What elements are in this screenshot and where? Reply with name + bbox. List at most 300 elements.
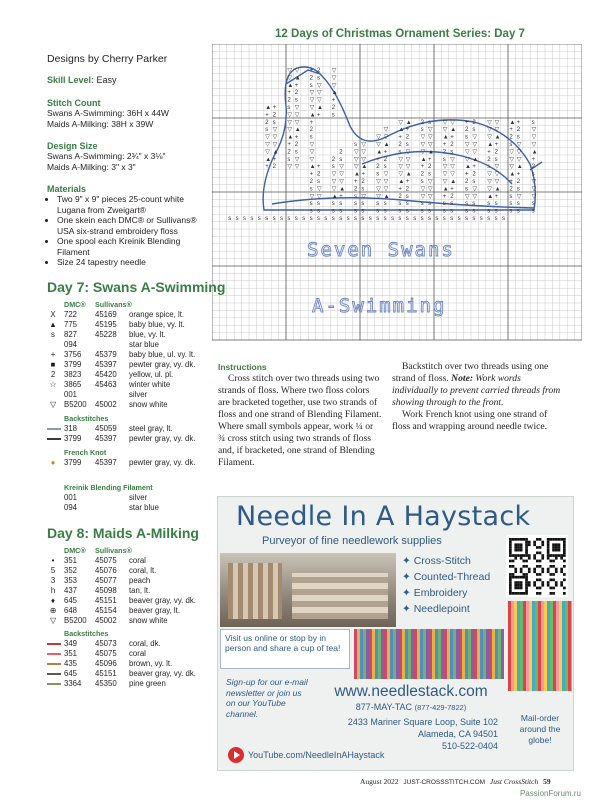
key-sul: 45228 [95,330,117,339]
svg-text:▲: ▲ [442,186,449,193]
day7-title: Day 7: Swans A-Swimming [47,279,226,295]
svg-text:2: 2 [398,193,402,200]
svg-text:▽: ▽ [509,149,515,156]
svg-text:▽: ▽ [420,142,426,148]
key-col: pine green [129,679,166,688]
svg-text:s: s [309,186,313,193]
svg-text:+: + [405,179,410,185]
svg-text:▲: ▲ [265,156,272,163]
chart-words-line1: Seven Swans [307,239,455,261]
svg-text:+: + [331,97,336,104]
svg-text:▽: ▽ [472,142,478,148]
stitch-count-section [47,98,169,129]
key-col: beaver gray, vy. dk. [129,669,196,678]
design-size-line: Swans A-Swimming: 2¾" x 3⅛" [47,151,166,161]
key-row [47,639,217,649]
svg-text:+: + [354,179,358,185]
svg-text:s: s [376,201,380,208]
svg-text:2: 2 [420,119,424,126]
svg-text:s: s [368,216,372,222]
sullivans-header: Sullivans® [95,546,132,555]
svg-text:▲: ▲ [398,179,405,185]
svg-text:▽: ▽ [516,193,522,200]
svg-text:s: s [280,216,283,222]
svg-text:▲: ▲ [287,134,294,141]
instructions-para1: Cross stitch over two threads using two strands of floss. Where two floss colors are bracketed together, use two strands of floss and one strand of Blending Filament. Where small symbols appear, work ¼ or ¾ cross stitch using two strands of floss and, if bracketed, one strand of Blending Filament. [218,373,382,468]
svg-text:▽: ▽ [376,142,381,148]
svg-text:s: s [354,216,357,222]
design-size-section [47,141,165,172]
svg-text:2: 2 [465,127,469,134]
svg-text:+: + [420,164,425,171]
stitch-count-label: Stitch Count [47,98,101,108]
key-row [47,350,217,360]
materials-section [47,184,207,268]
instructions [218,361,382,469]
svg-text:2: 2 [472,119,476,126]
material-item: • One spool each Kreinik Blending Filament [57,236,207,257]
svg-text:▽: ▽ [331,186,337,193]
key-symbol: s [51,330,55,339]
svg-text:▽: ▽ [494,164,500,171]
svg-text:+: + [450,186,454,193]
key-dmc: 3364 [64,679,82,688]
svg-text:s: s [383,216,387,222]
svg-text:▽: ▽ [272,142,278,148]
qr-code-icon[interactable] [506,535,568,597]
key-col: pewter gray, vy. dk. [129,434,196,443]
key-dmc: 437 [64,586,78,595]
svg-text:s: s [272,119,276,126]
svg-text:s: s [309,216,313,222]
ad-services [402,553,502,617]
key-row [47,310,217,320]
svg-text:+: + [398,186,402,193]
svg-text:▲: ▲ [287,82,294,89]
key-symbol: ■ [50,360,56,369]
svg-text:+: + [339,193,343,200]
svg-text:s: s [442,201,446,208]
svg-text:s: s [383,164,387,171]
ad-title: Needle In A Haystack [236,501,531,532]
svg-text:s: s [457,216,461,222]
key-row [47,669,217,679]
svg-text:2: 2 [420,171,424,178]
svg-text:s: s [339,208,343,215]
svg-text:2: 2 [442,149,447,156]
svg-text:▽: ▽ [376,179,381,185]
svg-text:▲: ▲ [420,156,427,163]
svg-text:+: + [287,142,291,148]
svg-text:+: + [361,171,365,178]
svg-text:s: s [479,216,483,222]
ad-signup-text: Sign-up for our e-mail newsletter or join us on our YouTube channel. [226,677,308,719]
svg-text:▲: ▲ [405,119,412,126]
svg-text:▽: ▽ [442,179,448,185]
ad-mailorder: Mail-order around the globe! [519,713,561,745]
key-symbol: • [51,556,55,565]
svg-text:▽: ▽ [398,156,404,163]
svg-text:▽: ▽ [465,156,470,163]
svg-text:▽: ▽ [383,127,389,134]
svg-text:+: + [405,127,410,134]
svg-text:s: s [361,186,365,193]
svg-text:▽: ▽ [531,134,537,141]
chart-words-line2: A-Swimming [312,295,447,317]
svg-text:2: 2 [287,149,291,156]
service-item: ✦ Needlepoint [402,603,470,615]
svg-text:s: s [361,208,365,215]
svg-text:+: + [294,82,299,89]
svg-text:2: 2 [354,186,358,193]
key-row [47,679,217,689]
svg-text:▽: ▽ [383,171,389,178]
svg-text:s: s [531,119,535,126]
key-sul: 45397 [95,360,117,369]
svg-text:▽: ▽ [465,142,470,148]
svg-text:s: s [494,216,498,222]
svg-text:▽: ▽ [354,149,359,156]
footer-date: August 2022 [360,777,399,786]
svg-text:▽: ▽ [294,119,300,126]
svg-text:2: 2 [294,90,299,97]
svg-text:▲: ▲ [376,149,383,156]
svg-text:▲: ▲ [398,127,405,134]
svg-text:s: s [346,216,350,222]
svg-text:2: 2 [272,112,276,119]
svg-text:▽: ▽ [428,134,433,141]
svg-text:2: 2 [272,164,276,171]
day7-french-knot-label: French Knot [64,448,107,457]
key-sul: 45073 [95,639,117,648]
svg-text:▽: ▽ [331,75,337,82]
svg-text:▽: ▽ [383,134,389,141]
key-sul: 45154 [95,606,117,615]
svg-text:2: 2 [405,186,410,193]
svg-text:▽: ▽ [465,193,470,200]
key-sul: 45075 [95,649,117,658]
svg-text:▲: ▲ [487,142,494,148]
svg-text:2: 2 [339,149,343,156]
svg-text:2: 2 [331,105,336,111]
key-symbol: ▽ [50,616,56,625]
svg-text:▽: ▽ [509,156,515,163]
key-col: beaver gray, lt. [129,606,180,615]
svg-text:s: s [294,97,298,104]
svg-text:▽: ▽ [487,134,492,141]
svg-text:s: s [405,201,409,208]
svg-text:▲: ▲ [331,193,338,200]
key-row [47,370,217,380]
svg-text:▲: ▲ [265,105,272,111]
svg-text:2: 2 [309,179,313,185]
svg-text:▽: ▽ [331,82,337,89]
svg-text:s: s [472,179,476,185]
svg-text:s: s [465,201,468,208]
svg-text:2: 2 [405,134,410,141]
svg-text:+: + [317,164,321,171]
thread-rack-photo [508,601,572,691]
svg-text:s: s [428,171,431,178]
backstitch-line-swatch [47,653,61,655]
key-col: steel gray, lt. [129,424,173,433]
svg-text:s: s [405,208,409,215]
skill-label: Skill Level: [47,75,95,85]
material-item: • One skein each DMC® or Sullivans® USA six-strand embroidery floss [57,215,207,236]
svg-text:2: 2 [376,164,380,171]
key-row [47,390,217,400]
svg-text:2: 2 [487,156,491,163]
key-symbol: 3 [50,576,56,585]
svg-text:▽: ▽ [287,75,293,82]
svg-text:▽: ▽ [398,119,404,126]
key-symbol: + [50,350,56,359]
svg-text:s: s [531,171,535,178]
svg-text:▲: ▲ [405,171,412,178]
svg-text:▲: ▲ [331,90,338,97]
svg-text:▲: ▲ [361,164,368,171]
instructions-para3: Work French knot using one strand of floss and wrapping around needle twice. [392,409,548,432]
key-col: blue, vy. lt. [129,330,166,339]
svg-text:▽: ▽ [494,171,500,178]
svg-text:▽: ▽ [294,112,300,119]
svg-text:+: + [272,105,277,111]
backstitch-line-swatch [47,663,61,665]
svg-text:s: s [331,208,335,215]
svg-text:▲: ▲ [309,112,316,119]
key-sul: 45420 [95,370,117,379]
svg-text:▽: ▽ [317,82,322,89]
svg-text:s: s [331,164,335,171]
svg-text:s: s [257,216,261,222]
svg-text:s: s [324,216,328,222]
svg-text:s: s [265,127,269,134]
youtube-icon[interactable] [228,747,244,763]
svg-text:▽: ▽ [265,149,270,156]
svg-text:s: s [465,186,468,193]
svg-text:s: s [472,216,476,222]
svg-text:+: + [494,142,499,148]
svg-text:s: s [516,134,520,141]
svg-text:+: + [309,171,314,178]
svg-text:s: s [472,127,476,134]
svg-text:▲: ▲ [294,127,301,134]
key-dmc: 722 [64,310,78,319]
svg-text:s: s [309,208,313,215]
svg-text:▽: ▽ [398,171,404,178]
key-dmc: 3823 [64,370,82,379]
svg-text:+: + [509,127,513,134]
instructions-label: Instructions [218,362,267,372]
svg-text:▽: ▽ [450,164,455,171]
key-row [47,659,217,669]
thread-display-photo [354,629,504,679]
key-sul: 45096 [95,659,117,668]
svg-text:+: + [442,193,447,200]
kreinik-label: Kreinik Blending Filament [64,483,153,492]
svg-text:+: + [265,164,269,171]
key-col: yellow, ul. pl. [129,370,174,379]
svg-text:s: s [398,201,402,208]
key-dmc: 827 [64,330,78,339]
svg-text:s: s [272,216,276,222]
key-row [47,556,217,566]
svg-text:▲: ▲ [516,164,523,171]
svg-text:s: s [487,208,491,215]
svg-text:▲: ▲ [450,127,457,134]
svg-text:s: s [509,208,513,215]
svg-text:s: s [331,216,335,222]
svg-text:s: s [294,149,298,156]
svg-text:2: 2 [509,134,513,141]
key-row [47,586,217,596]
svg-text:+: + [516,171,521,178]
svg-text:▽: ▽ [383,186,389,193]
key-row [47,649,217,659]
key-row [47,360,217,370]
svg-text:s: s [420,179,424,185]
svg-text:▽: ▽ [398,164,404,171]
svg-text:2: 2 [450,193,454,200]
svg-text:▽: ▽ [472,134,478,141]
key-sul: 45002 [95,400,117,409]
svg-text:2: 2 [383,156,387,163]
svg-text:▽: ▽ [331,68,337,74]
svg-text:s: s [228,216,232,222]
svg-text:s: s [243,216,246,222]
svg-text:+: + [465,119,469,126]
svg-text:▽: ▽ [420,193,426,200]
svg-text:▲: ▲ [465,164,471,171]
svg-text:▽: ▽ [309,105,315,111]
day8-key [47,546,217,696]
key-symbol: 2 [50,370,56,379]
svg-text:▽: ▽ [516,156,522,163]
svg-text:+: + [494,193,499,200]
key-dmc: 349 [64,639,78,648]
svg-text:s: s [509,142,513,148]
key-symbol: ♦ [51,596,55,605]
svg-text:▽: ▽ [309,149,315,156]
svg-text:+: + [309,68,314,74]
key-row [47,434,217,444]
backstitch-line-swatch [47,683,61,685]
key-row [47,330,217,340]
svg-text:s: s [361,216,365,222]
svg-text:▽: ▽ [331,171,337,178]
svg-text:s: s [309,201,313,208]
key-sul: 45195 [95,320,117,329]
svg-text:▲: ▲ [509,119,516,126]
svg-text:▽: ▽ [531,142,537,148]
key-col: pewter gray, vy. dk. [129,360,196,369]
sullivans-header: Sullivans® [95,300,132,309]
svg-text:2: 2 [428,164,432,171]
series-title: 12 Days of Christmas Ornament Series: Day 7 [275,28,525,40]
svg-text:2: 2 [317,68,321,74]
key-row [47,320,217,330]
key-sul: 45077 [95,576,117,585]
svg-text:▲: ▲ [531,149,538,156]
svg-text:s: s [250,216,254,222]
svg-text:▲: ▲ [509,171,516,178]
svg-text:▽: ▽ [405,156,411,163]
day8-backstitch-label: Backstitches [64,629,109,638]
key-symbol: ▲ [49,320,57,329]
svg-text:s: s [376,216,380,222]
ad-subtitle: Purveyor of fine needlework supplies [262,535,442,547]
french-knot-dot-icon: ● [50,458,56,467]
svg-text:s: s [509,193,513,200]
svg-text:s: s [428,119,431,126]
svg-text:▽: ▽ [450,156,455,163]
svg-text:▽: ▽ [442,171,448,178]
key-sul: 45463 [95,380,117,389]
svg-text:s: s [494,156,498,163]
designer-credit: Designs by Cherry Parker [47,53,168,65]
key-row [47,566,217,576]
svg-text:+: + [428,156,432,163]
key-dmc: 645 [64,596,78,605]
svg-text:+: + [383,149,388,156]
key-col: coral [129,649,146,658]
svg-text:2: 2 [294,142,299,148]
svg-text:+: + [516,119,521,126]
key-row [47,596,217,606]
svg-text:s: s [235,216,239,222]
svg-text:▽: ▽ [405,149,411,156]
svg-text:+: + [294,134,299,141]
svg-text:s: s [516,208,520,215]
svg-text:▽: ▽ [361,142,367,148]
svg-text:s: s [435,216,439,222]
svg-text:▽: ▽ [472,149,478,156]
svg-text:s: s [309,82,313,89]
key-dmc: 001 [64,390,78,399]
svg-text:s: s [405,216,409,222]
svg-text:s: s [309,134,313,141]
materials-label: Materials [47,184,87,194]
svg-text:▽: ▽ [361,156,367,163]
svg-text:s: s [317,201,320,208]
key-row [47,576,217,586]
svg-text:s: s [287,105,291,111]
svg-text:▽: ▽ [354,164,359,171]
key-dmc: 318 [64,424,78,433]
svg-text:+: + [465,171,469,178]
svg-text:s: s [420,208,424,215]
svg-text:▽: ▽ [294,164,300,171]
ad-address: 2433 Mariner Square Loop, Suite 102 Alameda, CA 94501 510-522-0404 [347,717,498,751]
youtube-link[interactable]: YouTube.com/NeedleInAHaystack [248,750,385,760]
svg-text:▽: ▽ [361,149,367,156]
svg-text:s: s [383,208,387,215]
ad-url[interactable]: www.needlestack.com [334,683,488,700]
svg-text:▲: ▲ [383,142,390,148]
svg-text:▽: ▽ [376,193,381,200]
key-col: beaver gray, vy. dk. [129,596,196,605]
key-col: baby blue, vy. lt. [129,320,185,329]
svg-text:s: s [420,127,424,134]
key-symbol: h [50,586,56,595]
key-dmc: 3756 [64,350,82,359]
needle-haystack-ad[interactable] [217,496,574,771]
key-symbol: X [50,310,56,319]
key-dmc: B5200 [64,616,87,625]
svg-text:s: s [317,75,320,82]
svg-text:s: s [398,208,402,215]
key-symbol: ▽ [50,400,56,409]
